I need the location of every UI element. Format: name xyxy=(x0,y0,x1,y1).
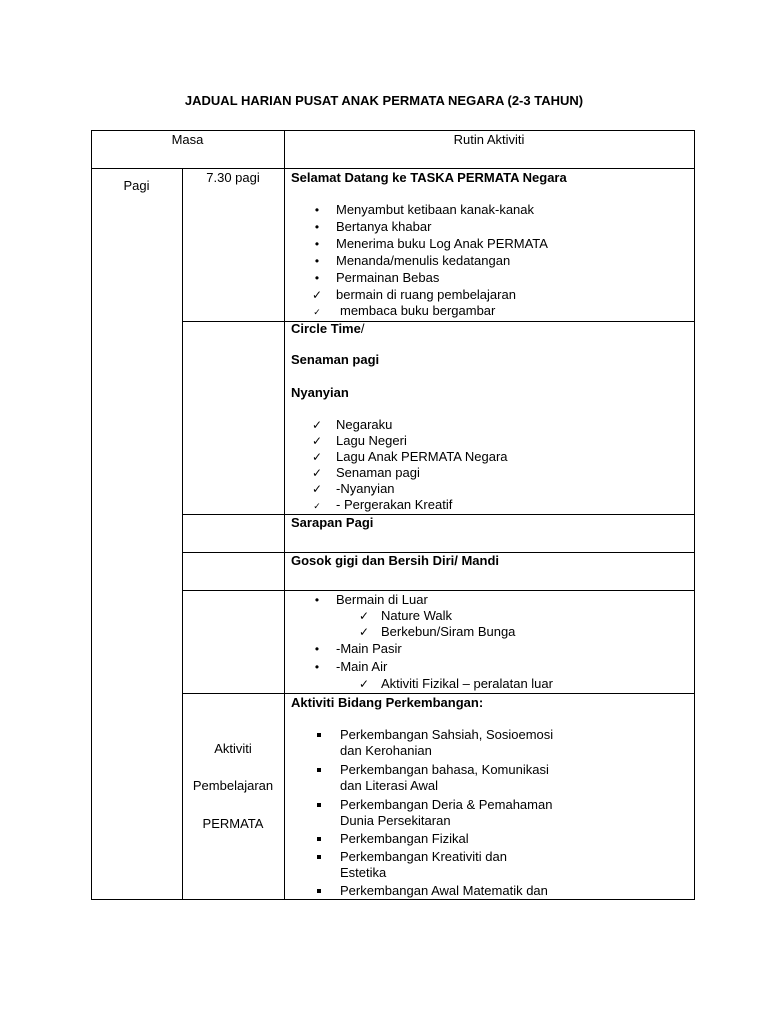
list-item: -Main Air xyxy=(336,659,388,674)
bullet-icon: • xyxy=(314,203,320,217)
pagi-label: Pagi xyxy=(123,178,150,193)
check-icon: ✓ xyxy=(313,307,321,317)
time-label-aktiviti: Aktiviti xyxy=(214,741,252,756)
list-item: Estetika xyxy=(340,865,387,880)
bullet-icon: • xyxy=(314,237,320,251)
bullet-icon: • xyxy=(314,642,320,656)
table-col-divider xyxy=(284,130,285,900)
time-730-pagi: 7.30 pagi xyxy=(206,170,260,185)
row2-heading-circle-time xyxy=(291,321,364,337)
check-icon: ✓ xyxy=(358,677,370,691)
table-row-divider xyxy=(182,321,695,322)
bullet-icon: • xyxy=(314,593,320,607)
bullet-icon: • xyxy=(314,660,320,674)
circle-time-label: Circle Time xyxy=(291,321,361,336)
check-icon: ✓ xyxy=(311,466,323,480)
list-item: Menanda/menulis kedatangan xyxy=(336,253,511,268)
list-item: Permainan Bebas xyxy=(336,270,440,285)
circle-time-slash: / xyxy=(360,321,365,336)
list-item: bermain di ruang pembelajaran xyxy=(336,287,516,302)
list-item: dan Literasi Awal xyxy=(340,778,439,793)
header-masa: Masa xyxy=(171,132,204,147)
row1-heading: Selamat Datang ke TASKA PERMATA Negara xyxy=(291,170,567,185)
list-item: Aktiviti Fizikal – peralatan luar xyxy=(381,676,553,691)
row2-heading-senaman: Senaman pagi xyxy=(291,352,380,367)
list-item: Perkembangan Deria & Pemahaman xyxy=(340,797,553,812)
list-item: Bertanya khabar xyxy=(336,219,432,234)
check-icon: ✓ xyxy=(311,418,323,432)
bullet-icon: • xyxy=(314,271,320,285)
check-icon: ✓ xyxy=(313,501,321,511)
list-item: Perkembangan Kreativiti dan xyxy=(340,849,507,864)
page-title: JADUAL HARIAN PUSAT ANAK PERMATA NEGARA (2-3 TAHUN) xyxy=(184,93,584,108)
square-bullet-icon xyxy=(317,855,321,859)
time-label-pembelajaran: Pembelajaran xyxy=(192,778,274,793)
list-item: - Pergerakan Kreatif xyxy=(336,497,453,512)
square-bullet-icon xyxy=(317,768,321,772)
square-bullet-icon xyxy=(317,889,321,893)
table-border-right xyxy=(694,130,695,900)
table-row-divider xyxy=(182,590,695,591)
list-item: Lagu Negeri xyxy=(336,433,407,448)
list-item: membaca buku bergambar xyxy=(340,303,496,318)
list-item: Perkembangan Awal Matematik dan xyxy=(340,883,548,898)
table-row-divider xyxy=(182,514,695,515)
list-item: Perkembangan Fizikal xyxy=(340,831,469,846)
list-item: Lagu Anak PERMATA Negara xyxy=(336,449,508,464)
list-item: Negaraku xyxy=(336,417,393,432)
square-bullet-icon xyxy=(317,837,321,841)
list-item: Menerima buku Log Anak PERMATA xyxy=(336,236,548,251)
time-label-permata: PERMATA xyxy=(202,816,264,831)
bullet-icon: • xyxy=(314,220,320,234)
row3-heading: Sarapan Pagi xyxy=(291,515,374,530)
check-icon: ✓ xyxy=(311,288,323,302)
table-row-divider xyxy=(182,693,695,694)
square-bullet-icon xyxy=(317,733,321,737)
list-item: Bermain di Luar xyxy=(336,592,428,607)
row4-heading: Gosok gigi dan Bersih Diri/ Mandi xyxy=(291,553,500,568)
check-icon: ✓ xyxy=(311,434,323,448)
list-item: Nature Walk xyxy=(381,608,453,623)
check-icon: ✓ xyxy=(358,609,370,623)
table-border-top xyxy=(91,130,695,131)
bullet-icon: • xyxy=(314,254,320,268)
row6-heading: Aktiviti Bidang Perkembangan: xyxy=(291,695,484,710)
check-icon: ✓ xyxy=(311,482,323,496)
list-item: Dunia Persekitaran xyxy=(340,813,451,828)
list-item: Senaman pagi xyxy=(336,465,420,480)
list-item: Berkebun/Siram Bunga xyxy=(381,624,516,639)
header-rutin-aktiviti: Rutin Aktiviti xyxy=(453,132,525,147)
list-item: Perkembangan bahasa, Komunikasi xyxy=(340,762,549,777)
square-bullet-icon xyxy=(317,803,321,807)
table-border-left xyxy=(91,130,92,900)
list-item: -Main Pasir xyxy=(336,641,402,656)
list-item: Menyambut ketibaan kanak-kanak xyxy=(336,202,535,217)
row2-heading-nyanyian: Nyanyian xyxy=(291,385,349,400)
check-icon: ✓ xyxy=(311,450,323,464)
list-item: -Nyanyian xyxy=(336,481,395,496)
list-item: Perkembangan Sahsiah, Sosioemosi xyxy=(340,727,554,742)
list-item: dan Kerohanian xyxy=(340,743,432,758)
check-icon: ✓ xyxy=(358,625,370,639)
